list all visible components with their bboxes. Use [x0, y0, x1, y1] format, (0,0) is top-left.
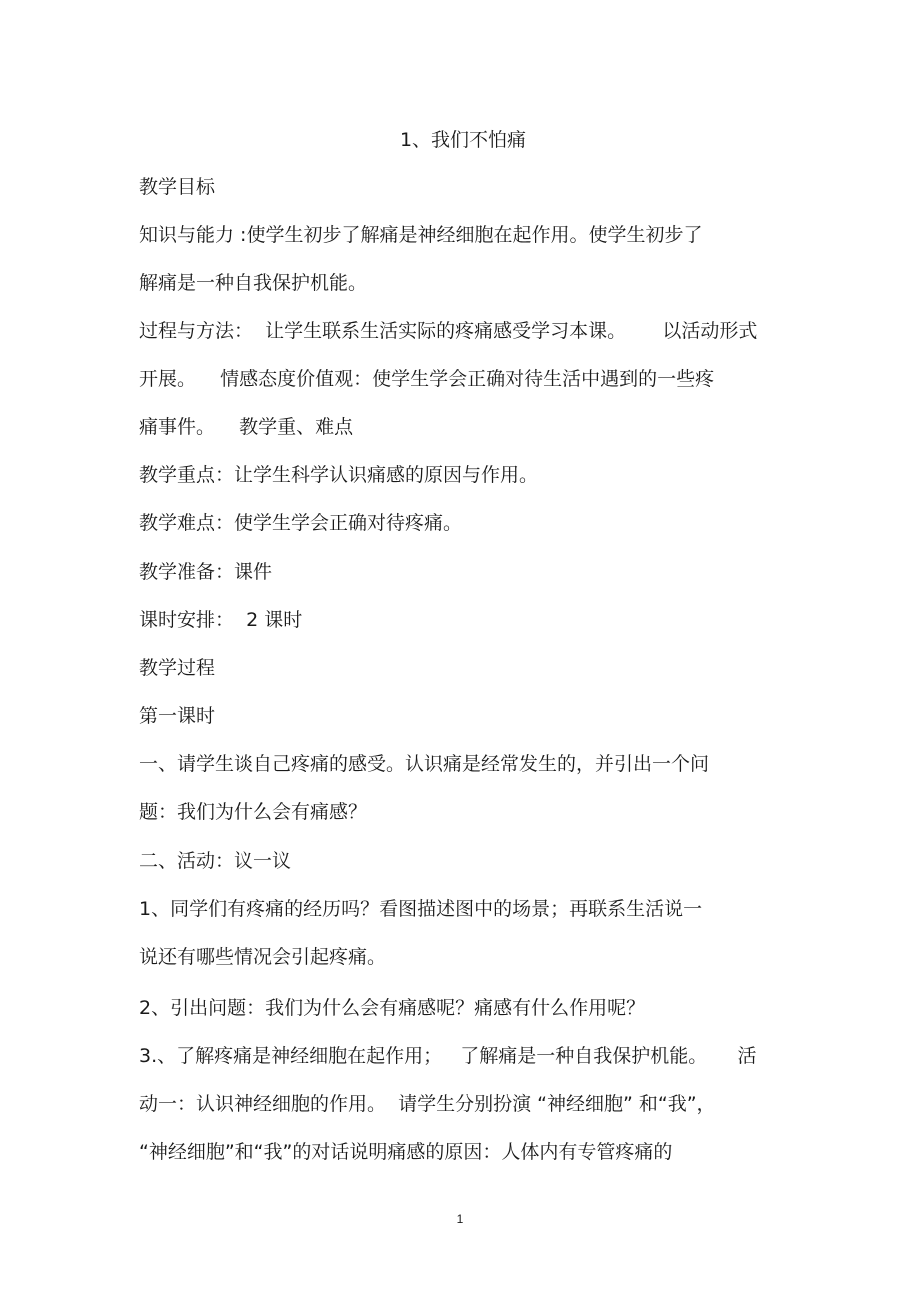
text-line-section-one-cont: 题：我们为什么会有痛感？ [139, 801, 368, 823]
text-line-item-one-cont: 说还有哪些情况会引起疼痛。 [139, 946, 387, 968]
text-line-process-heading: 教学过程 [139, 657, 216, 679]
text-line-item-one: 1、同学们有疼痛的经历吗？看图描述图中的场景；再联系生活说一 [139, 898, 703, 920]
text-line-activity-one: 动一：认识神经细胞的作用。 请学生分别扮演 “神经细胞” 和“我”， [139, 1093, 716, 1115]
text-line-knowledge-ability: 知识与能力 :使学生初步了解痛是神经细胞在起作用。使学生初步了 [139, 224, 703, 246]
text-line-emotion-values: 开展。 情感态度价值观：使学生学会正确对待生活中遇到的一些疼 [139, 368, 715, 390]
text-line-knowledge-ability-cont: 解痛是一种自我保护机能。 [139, 272, 368, 294]
text-line-teaching-goals-heading: 教学目标 [139, 176, 216, 198]
text-line-section-one: 一、请学生谈自己疼痛的感受。认识痛是经常发生的，并引出一个问 [139, 753, 710, 775]
document-title: 1、我们不怕痛 [399, 129, 527, 151]
text-line-first-lesson: 第一课时 [139, 705, 216, 727]
text-line-pain-events: 痛事件。 教学重、难点 [139, 416, 354, 438]
text-line-schedule: 课时安排： 2 课时 [139, 609, 303, 631]
text-line-section-two: 二、活动：议一议 [139, 850, 292, 872]
text-line-process-method: 过程与方法： 让学生联系生活实际的疼痛感受学习本课。 以活动形式 [139, 320, 758, 342]
text-line-dialogue: “神经细胞”和“我”的对话说明痛感的原因：人体内有专管疼痛的 [139, 1141, 673, 1163]
text-line-difficult-point: 教学难点：使学生学会正确对待疼痛。 [139, 512, 463, 534]
text-line-item-two: 2、引出问题：我们为什么会有痛感呢？痛感有什么作用呢？ [139, 997, 646, 1019]
text-line-preparation: 教学准备：课件 [139, 561, 273, 583]
text-line-key-point: 教学重点：让学生科学认识痛感的原因与作用。 [139, 464, 539, 486]
text-line-item-three: 3.、了解疼痛是神经细胞在起作用； 了解痛是一种自我保护机能。 活 [139, 1045, 757, 1067]
page-number: 1 [456, 1212, 464, 1226]
